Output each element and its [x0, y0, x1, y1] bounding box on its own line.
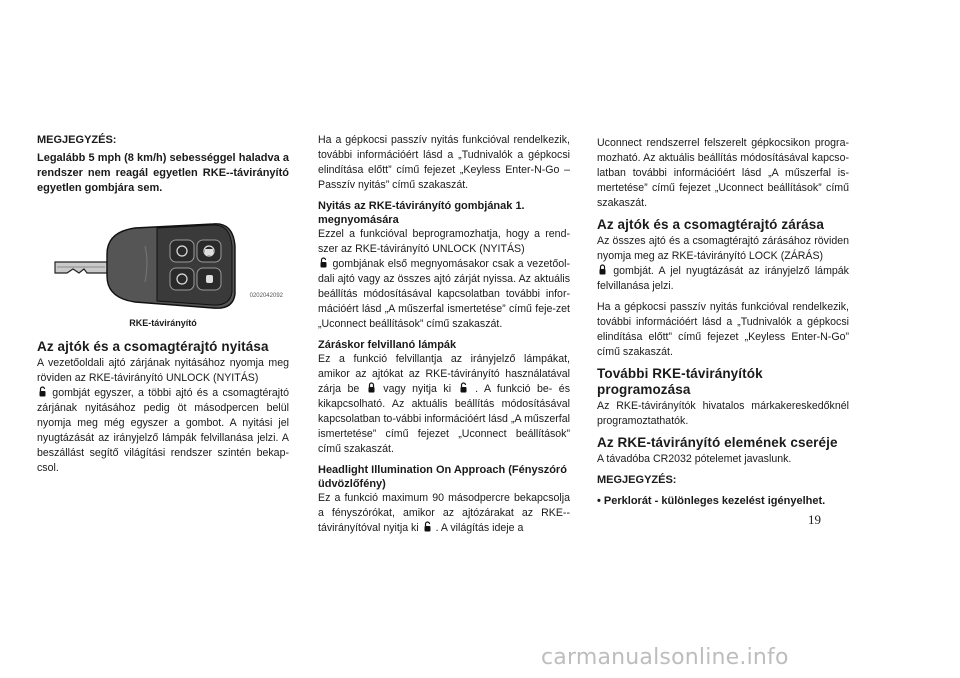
- section-heading-battery: Az RKE-távirányító elemének cseréje: [597, 435, 838, 450]
- unlock-paragraph: [37, 356, 289, 476]
- flash-text-a: Ez a funkció felvillantja az irányjelző lámpákat, amikor az ajtókat az RKE-távirányító használatával zárja be: [318, 353, 570, 395]
- unlock-text-b: gombját egyszer, a többi ajtó és a csomagtérajtó zárjának nyitásához pedig öt másodpercen belül nyomja meg még egyszer a gombot. A nyitási jel nyugtázását az irányjelző lámpák felvillanása jelzi. A beszállást segítő világítási rendszer szintén bekap-csol.: [37, 387, 289, 474]
- heading-headlight-illumination: Headlight Illumination On Approach (Fényszóró üdvözlőfény): [318, 464, 567, 490]
- perchlorate-bullet: • Perklorát - különleges kezelést igényelhet.: [597, 495, 826, 507]
- lock-icon: [368, 382, 375, 393]
- column-3: [597, 136, 849, 509]
- unlock-icon: [424, 521, 431, 532]
- lock-paragraph: [597, 234, 849, 294]
- headlight-text-a: Ez a funkció maximum 90 másodpercre bekapcsolja a fényszórókat, amikor az ajtózárakat az RKE--távirányítóval nyitja ki: [318, 492, 570, 534]
- unlock-first-press-paragraph: [318, 227, 570, 332]
- headlight-text-b: . A világítás ideje a: [435, 522, 524, 534]
- heading-unlock-first-press: Nyitás az RKE-távirányító gombjának 1. megnyomására: [318, 200, 525, 226]
- lock-text-b: gombját. A jel nyugtázását az irányjelző lámpák felvillanása jelzi.: [597, 265, 849, 292]
- unlock-icon: [460, 382, 467, 393]
- image-code: 0202042092: [249, 293, 283, 299]
- page-number: 19: [808, 512, 821, 527]
- section-heading-lock: Az ajtók és a csomagtérajtó zárása: [597, 217, 825, 232]
- key-fob-illustration: [37, 202, 289, 310]
- unlock-icon: [39, 386, 46, 397]
- unlock-text-a: A vezetőoldali ajtó zárjának nyitásához nyomja meg röviden az RKE-távirányító UNLOCK (NYITÁS): [37, 357, 289, 384]
- column-2: [318, 133, 570, 542]
- figure-caption: RKE-távirányító: [129, 318, 197, 328]
- flash-lights-paragraph: [318, 352, 570, 457]
- unlock-icon: [320, 257, 327, 268]
- passive-lock-paragraph: Ha a gépkocsi passzív nyitás funkcióval rendelkezik, további információért lásd a „Tudnivalók a gépkocsi elindítása előtt” című fejezet „Keyless Enter-N-Go” című szakaszát.: [597, 301, 849, 358]
- note-heading: MEGJEGYZÉS:: [37, 134, 117, 146]
- section-heading-programming: További RKE-távirányítók programozása: [597, 366, 763, 397]
- lock-text-a: Az összes ajtó és a csomagtérajtó zárásához röviden nyomja meg az RKE-távirányító LOCK (ZÁRÁS): [597, 235, 849, 262]
- heading-flash-lights: Záráskor felvillanó lámpák: [318, 339, 457, 351]
- watermark: carmanualsonline.info: [541, 645, 789, 670]
- battery-paragraph: A távadóba CR2032 pótelemet javaslunk.: [597, 453, 792, 465]
- note-heading-2: MEGJEGYZÉS:: [597, 474, 677, 486]
- column-1: [37, 133, 289, 482]
- uconnect-paragraph: Uconnect rendszerrel felszerelt gépkocsikon progra-mozható. Az aktuális beállítás módosításával kapcso-latban további információért lásd „A műszerfal is-mertetése” című fejezet „Uconnect beállítások” című szakaszát.: [597, 137, 849, 209]
- section-heading-unlock: Az ajtók és a csomagtérajtó nyitása: [37, 339, 269, 354]
- note-body: Legalább 5 mph (8 km/h) sebességgel haladva a rendszer nem reagál egyetlen RKE--távirányító egyetlen gombjára sem.: [37, 152, 289, 194]
- passive-entry-paragraph: Ha a gépkocsi passzív nyitás funkcióval rendelkezik, további információért lásd a „Tudnivalók a gépkocsi elindítása előtt” című fejezet „Keyless Enter-N-Go – Passzív nyitás” című szakaszát.: [318, 134, 570, 191]
- flash-text-c: . A funkció be- és kikapcsolható. Az aktuális beállítás módosításával kapcsolatban to-vábbi információért lásd „A műszerfal ismertetése” című fejezet „Uconnect beállítások” című szakaszát.: [318, 383, 570, 455]
- lock-icon: [599, 264, 606, 275]
- flash-text-b: vagy nyitja ki: [383, 383, 452, 395]
- headlight-paragraph: [318, 491, 570, 536]
- first-press-text-a: Ezzel a funkcióval beprogramozhatja, hogy a rend-szer az RKE-távirányító UNLOCK (NYITÁS): [318, 228, 570, 255]
- first-press-text-b: gombjának első megnyomásakor csak a vezetőol-dali ajtó vagy az összes ajtó zárját nyissa. Az aktuális beállítás módosításával kapcsolatban további infor-mációért lásd „A műszerfal ismertetése” című feje-zet „Uconnect beállítások” című szakaszát.: [318, 258, 570, 330]
- programming-paragraph: Az RKE-távirányítók hivatalos márkakereskedőknél programoztathatók.: [597, 400, 849, 427]
